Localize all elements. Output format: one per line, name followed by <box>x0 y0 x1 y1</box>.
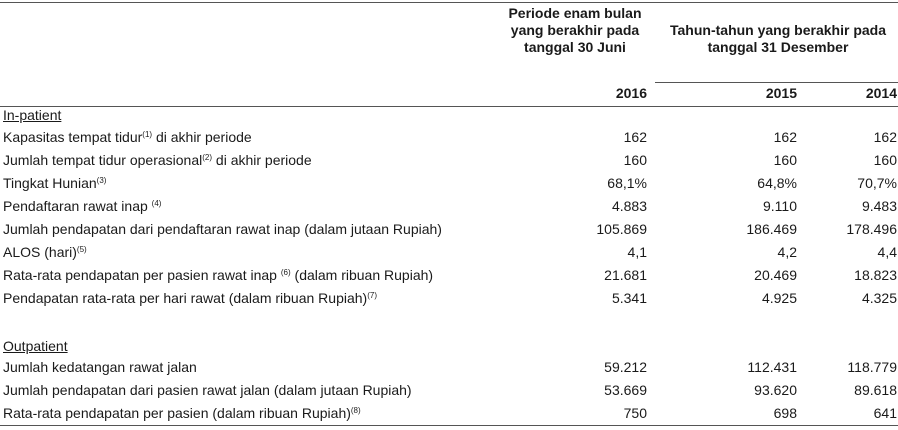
table-row <box>0 149 898 172</box>
footnote-ref: (4) <box>151 199 162 208</box>
value-2014: 4,4 <box>877 244 897 260</box>
header-year-2016: 2016 <box>615 85 647 101</box>
value-2014: 18.823 <box>854 267 897 283</box>
row-label <box>3 290 377 306</box>
value-2015: 186.469 <box>746 221 797 237</box>
value-2014: 70,7% <box>857 175 897 191</box>
value-2014: 89.618 <box>854 382 897 398</box>
header-2016-period-title: Periode enam bulan yang berakhir pada tanggal 30 Juni <box>508 5 642 55</box>
row-label-text: Jumlah kedatangan rawat jalan <box>3 359 197 375</box>
row-label <box>3 405 361 421</box>
value-2014: 178.496 <box>846 221 897 237</box>
value-2015: 93.620 <box>754 382 797 398</box>
row-label-suffix: di akhir periode <box>212 152 312 168</box>
table-row <box>0 195 898 218</box>
value-2015: 20.469 <box>754 267 797 283</box>
value-2014: 641 <box>873 405 897 421</box>
header-bottom-rule <box>0 106 898 107</box>
footnote-ref: (7) <box>367 291 377 300</box>
value-2016: 59.212 <box>604 359 647 375</box>
value-2014: 4.325 <box>861 290 897 306</box>
row-label <box>3 198 161 214</box>
value-2016: 105.869 <box>596 221 647 237</box>
row-label-text: Tingkat Hunian <box>3 175 97 191</box>
value-2014: 160 <box>873 152 897 168</box>
value-2014: 162 <box>873 129 897 145</box>
value-2014: 9.483 <box>861 198 897 214</box>
table-bottom-rule <box>0 425 898 426</box>
table-row <box>0 126 898 149</box>
footnote-ref: (3) <box>96 176 107 185</box>
value-2015: 4.925 <box>761 290 797 306</box>
row-label-text: Kapasitas tempat tidur <box>3 129 143 145</box>
row-label <box>3 382 412 398</box>
row-label <box>3 244 87 260</box>
row-label <box>3 267 433 283</box>
footnote-ref: (5) <box>76 245 87 254</box>
value-2016: 21.681 <box>604 267 647 283</box>
row-label <box>3 359 197 375</box>
row-label <box>3 129 252 145</box>
value-2015: 162 <box>773 129 797 145</box>
row-label <box>3 152 312 168</box>
row-label-suffix: (dalam ribuan Rupiah) <box>290 267 434 283</box>
value-2015: 64,8% <box>757 175 797 191</box>
row-label-text: Pendapatan rata-rata per hari rawat (dalam ribuan Rupiah) <box>3 290 368 306</box>
table-row <box>0 379 898 402</box>
footnote-ref: (1) <box>142 130 153 139</box>
row-label-text: ALOS (hari) <box>3 244 77 260</box>
row-label <box>3 175 106 191</box>
value-2016: 68,1% <box>607 175 647 191</box>
row-label-text: Jumlah pendapatan dari pasien rawat jalan (dalam jutaan Rupiah) <box>3 382 412 398</box>
value-2015: 160 <box>773 152 797 168</box>
table-row <box>0 264 898 287</box>
section-title-inpatient: In-patient <box>3 107 62 123</box>
value-2016: 160 <box>623 152 647 168</box>
table-row <box>0 402 898 425</box>
row-label-text: Pendaftaran rawat inap <box>3 198 152 214</box>
value-2016: 162 <box>623 129 647 145</box>
value-2015: 4,2 <box>777 244 797 260</box>
value-2015: 9.110 <box>763 198 797 214</box>
value-2016: 750 <box>623 405 647 421</box>
value-2016: 4.883 <box>611 198 647 214</box>
section-title-outpatient: Outpatient <box>3 338 68 354</box>
row-label-text: Rata-rata pendapatan per pasien rawat inap <box>3 267 281 283</box>
footnote-ref: (2) <box>202 153 213 162</box>
table-row <box>0 241 898 264</box>
header-year-2014: 2014 <box>865 85 897 101</box>
table-row <box>0 218 898 241</box>
footnote-ref: (6) <box>280 268 291 277</box>
header-group-rule <box>655 82 898 83</box>
value-2015: 698 <box>773 405 797 421</box>
row-label-text: Jumlah tempat tidur operasional <box>3 152 203 168</box>
header-year-group-title: Tahun-tahun yang berakhir pada tanggal 31 Desember <box>670 22 886 55</box>
value-2016: 4,1 <box>627 244 647 260</box>
row-label-suffix: di akhir periode <box>152 129 252 145</box>
value-2016: 5.341 <box>611 290 647 306</box>
row-label-text: Jumlah pendapatan dari pendaftaran rawat inap (dalam jutaan Rupiah) <box>3 221 442 237</box>
header-year-2015: 2015 <box>765 85 797 101</box>
row-label <box>3 221 442 237</box>
row-label-text: Rata-rata pendapatan per pasien (dalam ribuan Rupiah) <box>3 405 351 421</box>
table-top-rule <box>0 2 898 3</box>
footnote-ref: (8) <box>350 406 361 415</box>
table-row <box>0 356 898 379</box>
value-2016: 53.669 <box>604 382 647 398</box>
table-row <box>0 172 898 195</box>
table-row <box>0 287 898 310</box>
value-2015: 112.431 <box>747 359 797 375</box>
value-2014: 118.779 <box>847 359 897 375</box>
